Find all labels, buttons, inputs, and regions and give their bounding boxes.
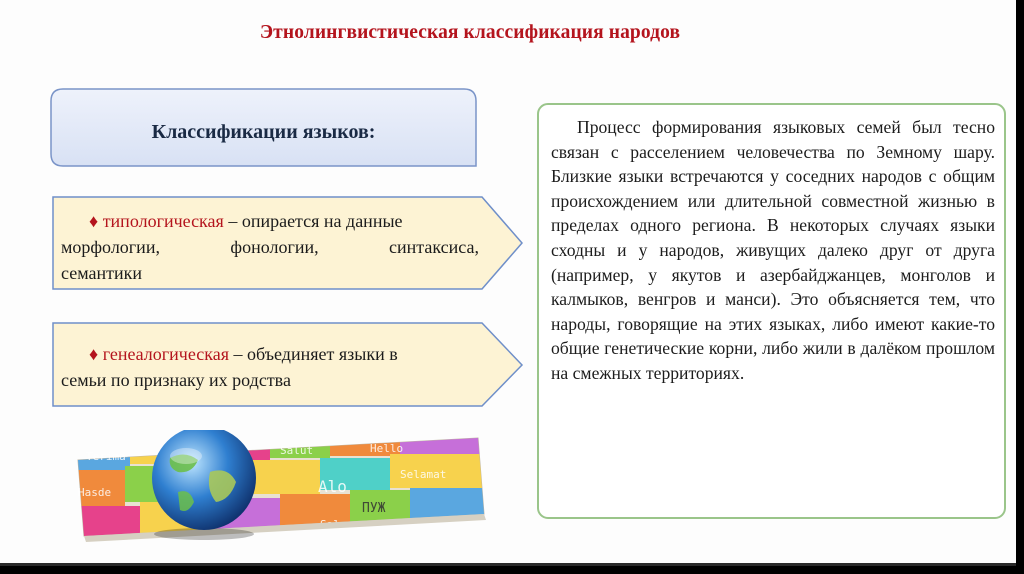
genealogical-text xyxy=(61,341,479,393)
typological-desc-line2: морфологии, фонологии, синтаксиса, xyxy=(61,237,479,257)
typological-text xyxy=(61,208,479,286)
note-word-4: Alo xyxy=(318,477,347,496)
description-panel xyxy=(537,103,1006,519)
typological-term: типологическая xyxy=(102,211,224,231)
globe-icon xyxy=(152,430,256,530)
languages-globe-image xyxy=(70,430,488,542)
typological-desc-line3: семантики xyxy=(61,263,142,283)
note-word-1: Terima xyxy=(86,450,126,463)
description-paragraph: Процесс формирования языковых семей был тесно связан с расселением человечества по Земному шару. Близкие языки встречаются у соседних народов с общим происхождением или длительной совместной жизнью в пределах одного региона. В некоторых случаях языки сходны и у народов, живущих далеко друг от друга (например, у якутов и азербайджанцев, монголов и калмыков, венгров и манси). Это объясняется тем, что народы, говорящие на этих языках, либо имеют какие-то общие генетические корни, либо жили в далёком прошлом на смежных территориях. xyxy=(551,117,995,383)
note-word-5: Hello xyxy=(370,442,404,455)
genealogical-desc-line1: – объединяет языки в xyxy=(229,344,398,364)
classification-callout xyxy=(50,88,477,167)
callout-label: Классификации языков: xyxy=(151,121,376,143)
diamond-bullet-icon: ♦ xyxy=(89,211,99,231)
slide-title: Этнолингвистическая классификация народов xyxy=(259,22,681,43)
note-word-6: Hasde xyxy=(78,486,112,499)
note-word-3: Selamat xyxy=(400,468,447,481)
note-word-2: Salut xyxy=(280,444,314,457)
genealogical-item xyxy=(52,322,522,408)
genealogical-term: генеалогическая xyxy=(102,344,230,364)
slide-bottom-border xyxy=(0,563,1016,566)
typological-item xyxy=(52,196,522,292)
diamond-bullet-icon: ♦ xyxy=(89,344,99,364)
typological-desc-line1: – опирается на данные xyxy=(223,211,403,231)
genealogical-desc-line2: семьи по признаку их родства xyxy=(61,370,291,390)
globe-illustration xyxy=(70,430,488,542)
note-word-7: ПУЖ xyxy=(362,501,386,516)
